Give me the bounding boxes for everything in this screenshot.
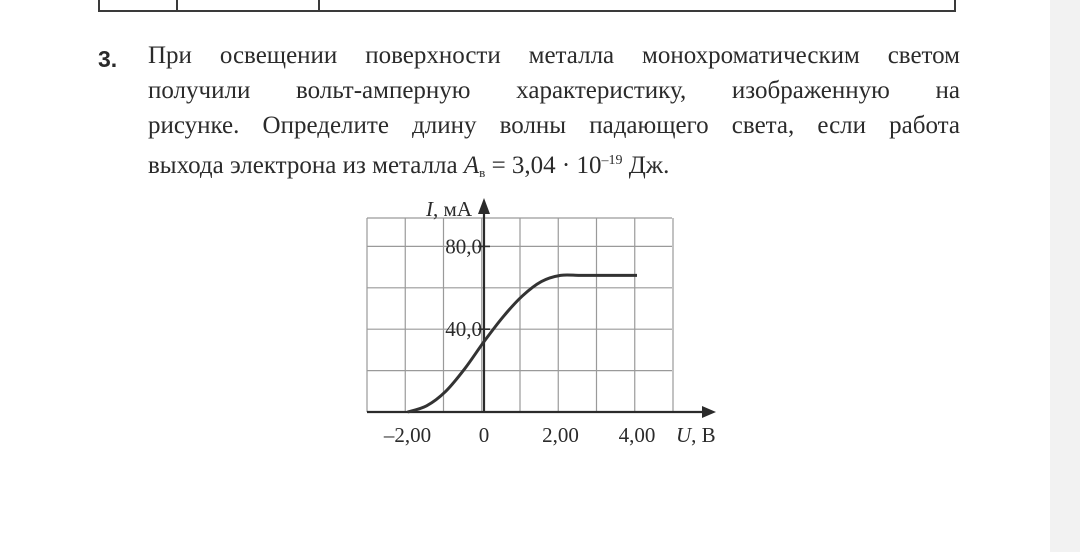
chart-grid [367, 218, 673, 412]
work-function-subscript: в [479, 165, 486, 180]
x-axis-arrow [702, 406, 716, 418]
work-function-unit: Дж. [622, 152, 670, 179]
work-function-exponent: –19 [601, 153, 623, 168]
work-function-value: = 3,04 · 10 [485, 152, 602, 179]
work-function-symbol: A [463, 152, 480, 179]
line-4-prefix: выхода электрона из металла [148, 152, 464, 179]
problem-line-3: рисунке. Определите длину волны падающего света, если работа [148, 112, 960, 139]
y-axis-label: I, мА [426, 197, 472, 221]
x-tick-label: 4,00 [618, 423, 656, 447]
x-tick-label: 2,00 [542, 423, 579, 447]
y-axis-arrow [478, 198, 490, 214]
y-tick-label: 40,0 [445, 317, 482, 342]
problem-line-1: При освещении поверхности металла монохроматическим светом [148, 42, 960, 69]
y-tick-label: 80,0 [445, 234, 482, 259]
iv-curve [408, 275, 638, 412]
x-tick-label: 0 [478, 423, 490, 447]
chart-labels [383, 197, 716, 447]
problem-line-2: получили вольт-амперную характеристику, изображенную на [148, 77, 960, 104]
x-tick-label: –2,00 [383, 423, 432, 447]
x-axis-label: U, В [676, 423, 716, 447]
chart-axes [367, 198, 716, 418]
problem-number: 3. [98, 46, 118, 72]
